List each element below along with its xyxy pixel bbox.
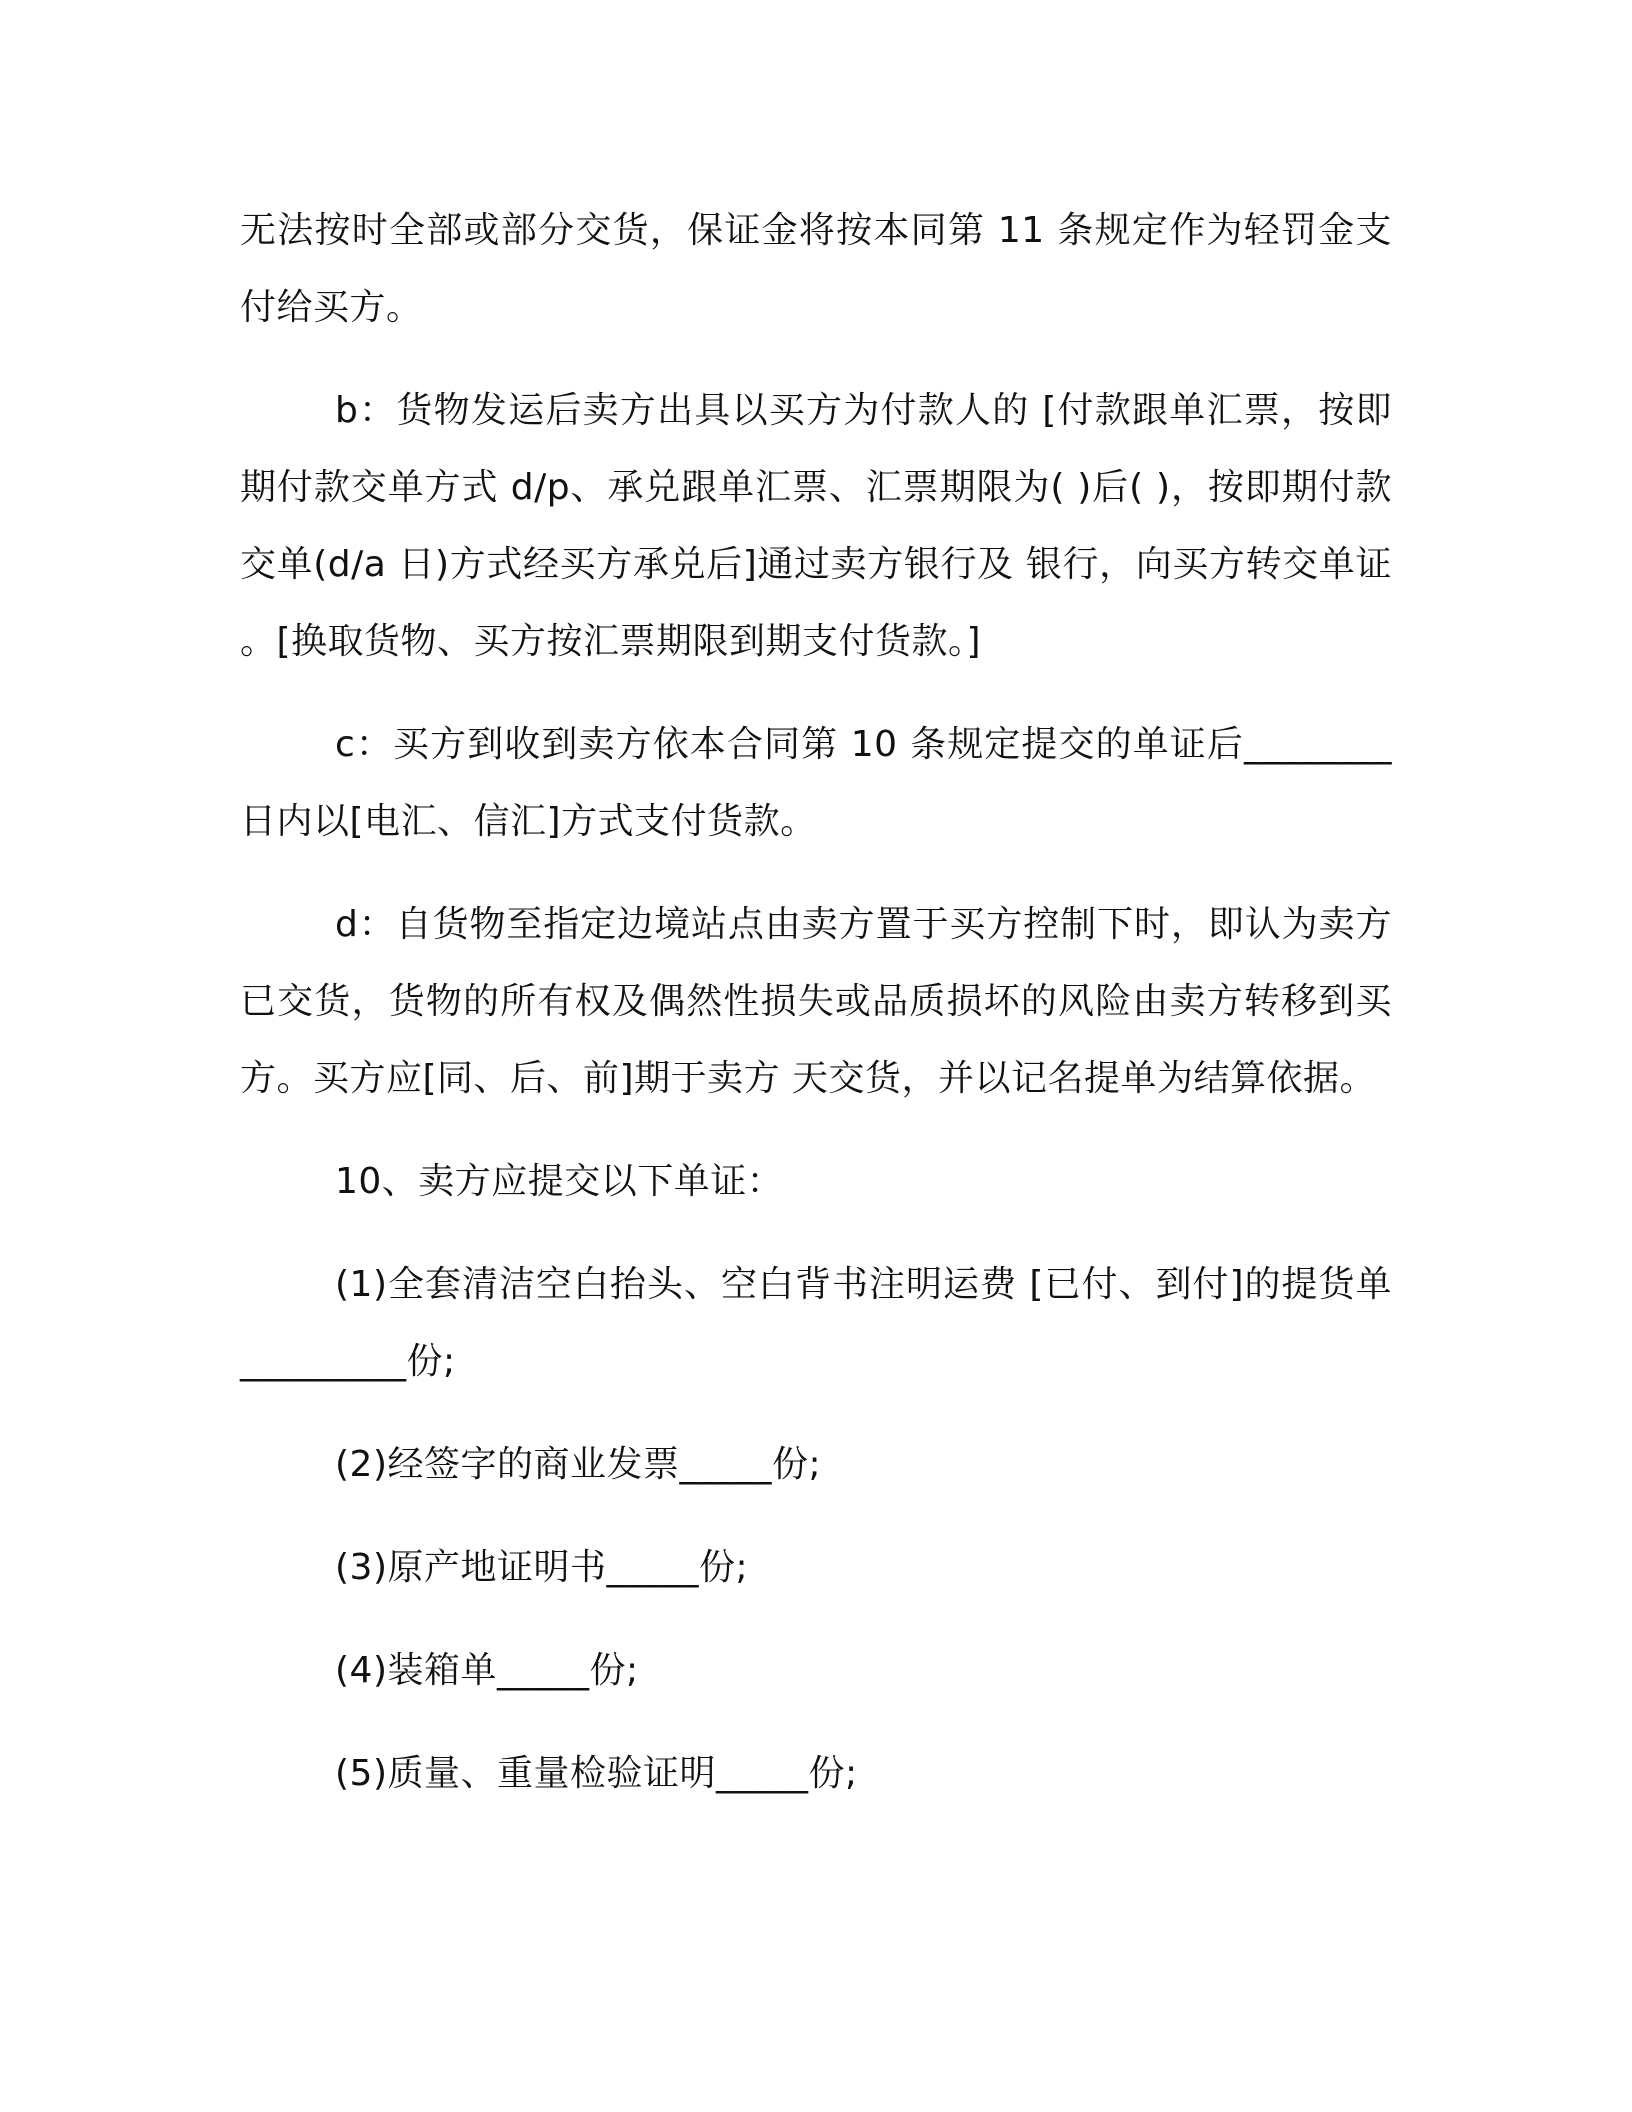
- paragraph-deposit-penalty: 无法按时全部或部分交货，保证金将按本同第 11 条规定作为轻罚金支付给买方。: [240, 210, 1392, 328]
- section-heading-10: 10、卖方应提交以下单证：: [335, 1161, 784, 1202]
- list-item-2: (2)经签字的商业发票_____份;: [335, 1444, 822, 1485]
- paragraph-item-d: d：自货物至指定边境站点由卖方置于买方控制下时，即认为卖方已交货，货物的所有权及偶然性损失或品质损坏的风险由卖方转移到买方。买方应[同、后、前]期于卖方 天交货，并以记名提单为结算依据。: [240, 904, 1392, 1099]
- list-item-1: (1)全套清洁空白抬头、空白背书注明运费 [已付、到付]的提货单_________份;: [240, 1264, 1392, 1382]
- list-item-4: (4)装箱单_____份;: [335, 1650, 639, 1691]
- paragraph-item-c: c：买方到收到卖方依本合同第 10 条规定提交的单证后________日内以[电汇、信汇]方式支付货款。: [240, 724, 1392, 842]
- paragraph-item-b: b：货物发运后卖方出具以买方为付款人的 [付款跟单汇票，按即期付款交单方式 d/p、承兑跟单汇票、汇票期限为( )后( )，按即期付款交单(d/a 日)方式经买方承兑后]通过卖方银行及 银行，向买方转交单证 。[换取货物、买方按汇票期限到期支付货款。]: [240, 390, 1392, 662]
- list-item-5: (5)质量、重量检验证明_____份;: [335, 1753, 858, 1794]
- document-body: [240, 192, 1392, 1812]
- list-item-3: (3)原产地证明书_____份;: [335, 1547, 749, 1588]
